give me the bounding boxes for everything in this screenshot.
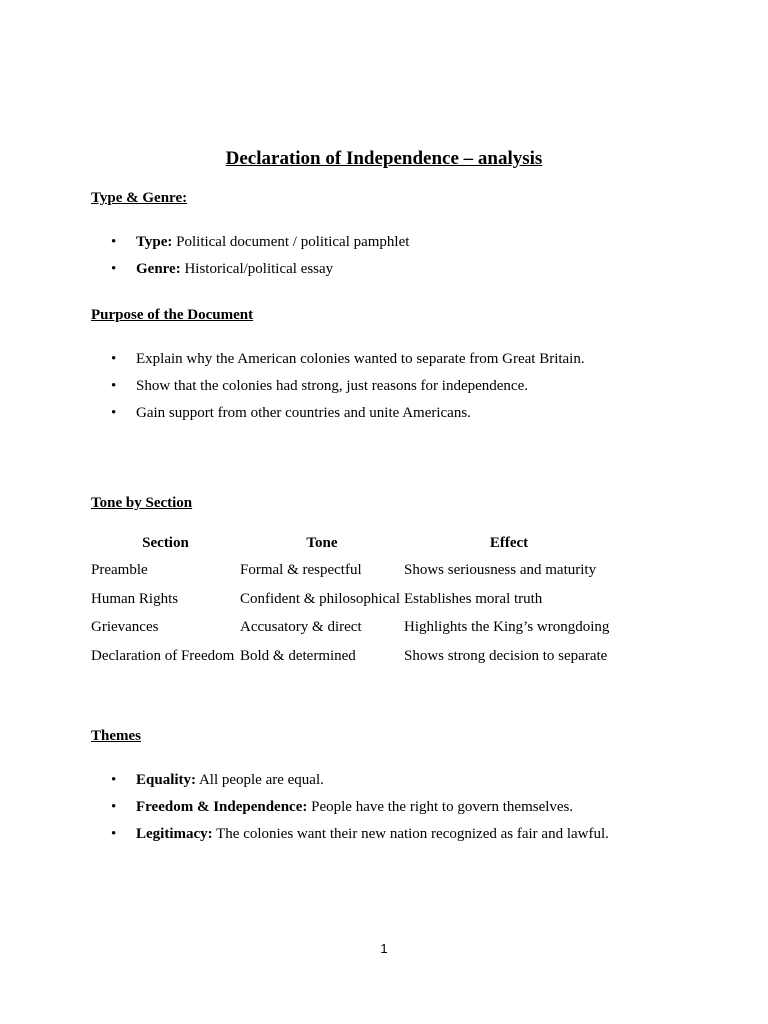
genre-item [0, 256, 768, 283]
theme-label: Equality: [136, 772, 197, 788]
themes-heading: Themes [91, 728, 141, 744]
genre-value: Historical/political essay [180, 261, 334, 277]
table-row [91, 591, 614, 620]
purpose-list [0, 346, 768, 427]
tone-table [91, 535, 614, 677]
bullet-icon: • [111, 772, 117, 788]
theme-text: The colonies want their new nation recognized as fair and lawful. [212, 826, 609, 842]
cell-section: Human Rights [91, 590, 179, 607]
purpose-item [0, 373, 768, 400]
theme-item [0, 794, 768, 821]
document-title: Declaration of Independence – analysis [225, 148, 543, 169]
cell-section: Grievances [91, 619, 159, 636]
column-header-section: Section [142, 535, 189, 551]
cell-effect: Shows seriousness and maturity [404, 562, 597, 578]
table-row [91, 562, 614, 591]
bullet-icon: • [111, 351, 117, 367]
themes-list [0, 767, 768, 848]
column-header-effect: Effect [489, 535, 529, 551]
column-header-tone: Tone [306, 535, 338, 551]
page-number: 1 [380, 941, 388, 956]
type-item [0, 229, 768, 256]
cell-tone: Confident & philosophical [240, 590, 400, 607]
type-label: Type: [136, 234, 173, 250]
cell-tone: Bold & determined [240, 648, 356, 665]
theme-item [0, 821, 768, 848]
bullet-icon: • [111, 826, 117, 842]
type-genre-list [0, 229, 768, 283]
cell-section: Declaration of Freedom [91, 648, 235, 665]
purpose-item-text: Show that the colonies had strong, just reasons for independence. [136, 378, 528, 394]
table-row [91, 619, 614, 648]
purpose-heading: Purpose of the Document [91, 307, 254, 323]
purpose-item-text: Gain support from other countries and unite Americans. [136, 405, 471, 421]
theme-item [0, 767, 768, 794]
theme-label: Legitimacy: [136, 826, 213, 842]
cell-section: Preamble [91, 562, 148, 578]
table-header-row [91, 535, 614, 562]
bullet-icon: • [111, 405, 117, 421]
cell-tone: Formal & respectful [240, 562, 362, 578]
purpose-item [0, 400, 768, 427]
theme-text: People have the right to govern themselves. [307, 799, 574, 815]
bullet-icon: • [111, 799, 117, 815]
cell-effect: Establishes moral truth [404, 590, 543, 607]
tone-heading: Tone by Section [91, 495, 193, 511]
purpose-item [0, 346, 768, 373]
type-value: Political document / political pamphlet [172, 234, 410, 250]
purpose-item-text: Explain why the American colonies wanted to separate from Great Britain. [136, 351, 585, 367]
genre-label: Genre: [136, 261, 181, 277]
theme-label: Freedom & Independence: [136, 799, 308, 815]
type-genre-heading: Type & Genre: [91, 190, 188, 206]
bullet-icon: • [111, 234, 117, 250]
table-row [91, 648, 614, 677]
cell-effect: Shows strong decision to separate [404, 648, 608, 665]
bullet-icon: • [111, 261, 117, 277]
theme-text: All people are equal. [196, 772, 324, 788]
cell-tone: Accusatory & direct [240, 619, 362, 636]
bullet-icon: • [111, 378, 117, 394]
cell-effect: Highlights the King’s wrongdoing [404, 619, 610, 636]
